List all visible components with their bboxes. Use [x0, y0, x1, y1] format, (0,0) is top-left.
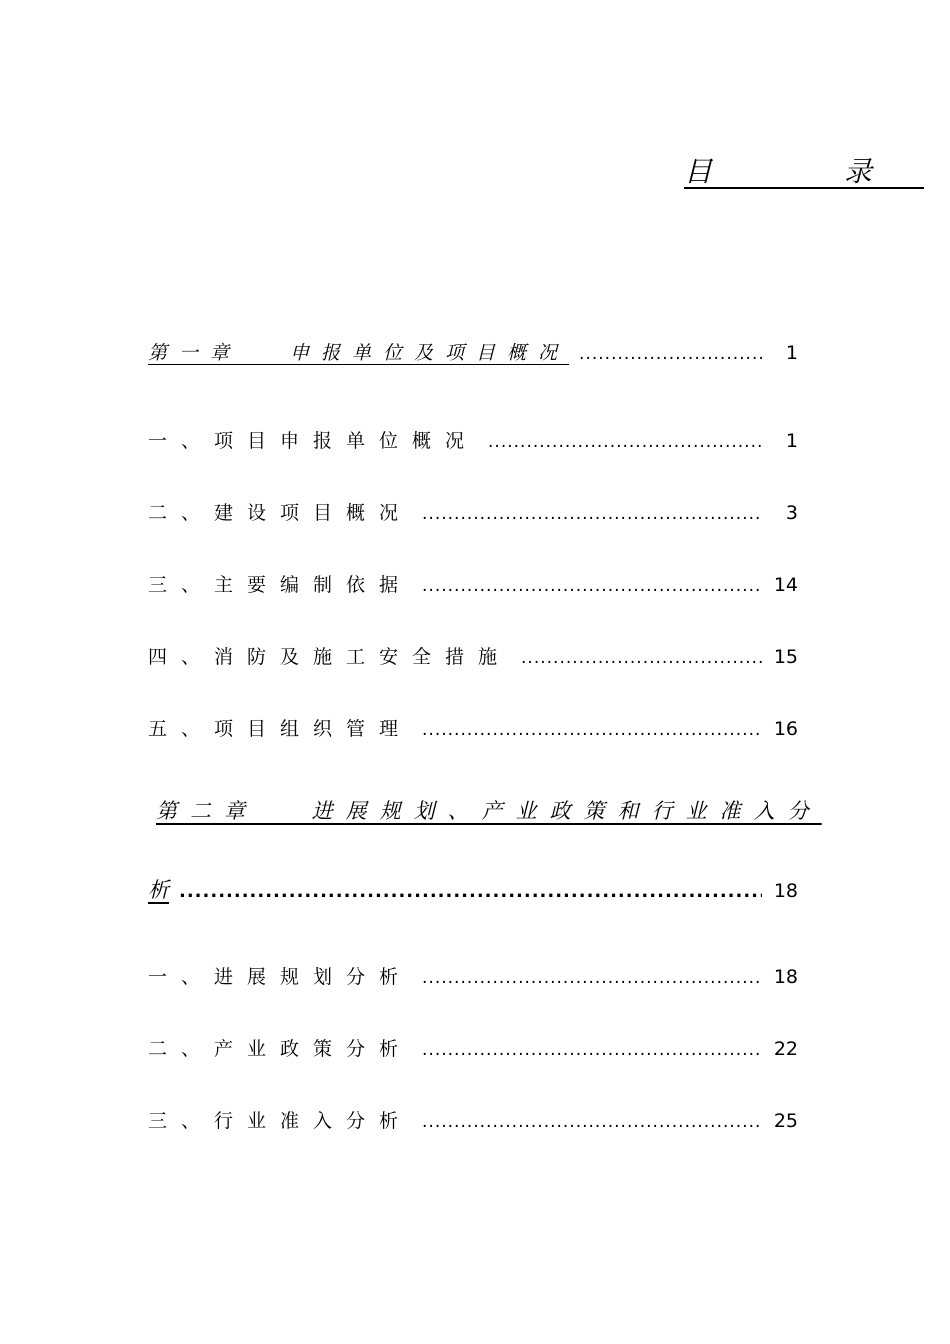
toc-leader [422, 1112, 762, 1132]
toc-item-label: 一、进展规划分析 [148, 966, 413, 988]
toc-chapter-2-label-line2: 析 [148, 878, 169, 902]
toc-chapter-1-page: 1 [785, 342, 798, 364]
toc-leader [579, 344, 762, 364]
toc-item-label: 五、项目组织管理 [148, 718, 413, 740]
toc-item-page: 3 [785, 502, 798, 524]
toc-chapter-2-page: 18 [773, 880, 798, 902]
toc-item-page: 25 [773, 1110, 798, 1132]
toc-leader [488, 432, 762, 452]
toc-chapter-1-label: 第一章 申报单位及项目概况 [148, 342, 570, 364]
toc-item[interactable] [148, 570, 798, 597]
toc-item-label: 四、消防及施工安全措施 [148, 646, 512, 668]
toc-item-page: 16 [773, 718, 798, 740]
toc-item-page: 22 [773, 1038, 798, 1060]
toc-item-label: 二、建设项目概况 [148, 502, 413, 524]
toc-item[interactable] [148, 498, 798, 525]
toc-leader [422, 504, 762, 524]
toc-chapter-2[interactable] [148, 874, 798, 904]
toc-item-page: 14 [773, 574, 798, 596]
toc-item-label: 三、行业准入分析 [148, 1110, 413, 1132]
page-title: 目 录 [684, 155, 925, 188]
toc-item[interactable] [148, 714, 798, 741]
toc-leader [422, 968, 762, 988]
toc-item-page: 1 [785, 430, 798, 452]
toc-item-page: 15 [773, 646, 798, 668]
toc-item-label: 一、项目申报单位概况 [148, 430, 479, 452]
toc-item[interactable] [148, 1106, 798, 1133]
toc-item-label: 三、主要编制依据 [148, 574, 413, 596]
toc-leader [422, 1040, 762, 1060]
toc-leader [422, 720, 762, 740]
toc-item-label: 二、产业政策分析 [148, 1038, 413, 1060]
toc-leader [179, 881, 762, 902]
toc-leader [422, 576, 762, 596]
toc-item[interactable] [148, 962, 798, 989]
toc-item-page: 18 [773, 966, 798, 988]
toc-item[interactable] [148, 642, 798, 669]
toc-chapter-2-label-line1[interactable]: 第二章 进展规划、产业政策和行业准入分 [156, 799, 822, 823]
toc-item[interactable] [148, 1034, 798, 1061]
toc-leader [521, 648, 762, 668]
toc-chapter-1[interactable] [148, 338, 798, 365]
toc-item[interactable] [148, 426, 798, 453]
